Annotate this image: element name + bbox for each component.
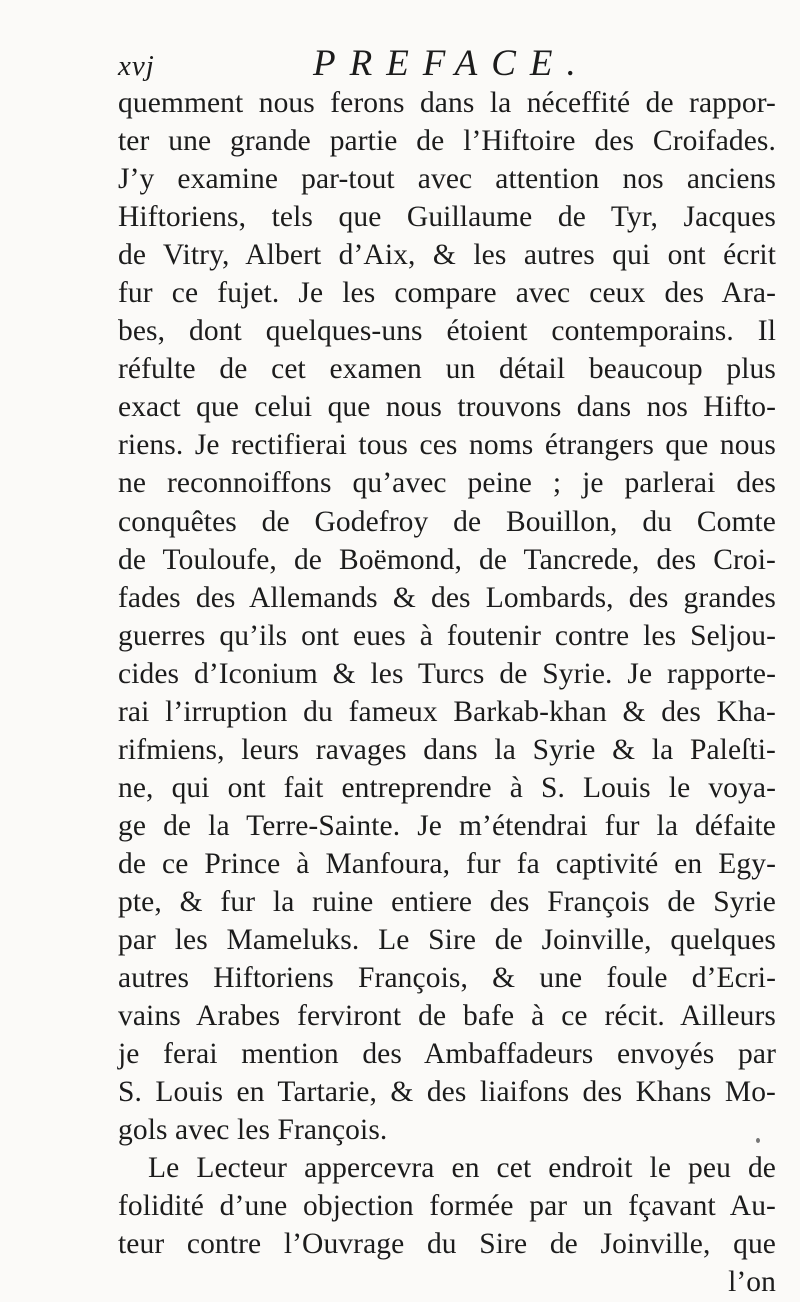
text-line: ter une grande partie de l’Hiftoire des Croifades. xyxy=(118,125,776,158)
text-line: Hiftoriens, tels que Guillaume de Tyr, Jacques xyxy=(118,201,776,234)
text-line: autres Hiftoriens François, & une foule d’Ecri- xyxy=(118,962,776,995)
text-line: rifmiens, leurs ravages dans la Syrie & la Paleſti- xyxy=(118,733,776,766)
ink-speck xyxy=(756,1138,760,1143)
text-line: rai l’irruption du fameux Barkab-khan & des Kha- xyxy=(118,695,776,728)
text-line: riens. Je rectifierai tous ces noms étrangers que nous xyxy=(118,429,776,462)
text-line: je ferai mention des Ambaffadeurs envoyés par xyxy=(118,1038,776,1071)
text-line: Le Lecteur appercevra en cet endroit le peu de xyxy=(148,1152,776,1185)
text-line: pte, & fur la ruine entiere des François de Syrie xyxy=(118,885,776,918)
text-line: par les Mameluks. Le Sire de Joinville, quelques xyxy=(118,924,776,957)
text-line: S. Louis en Tartarie, & des liaifons des Khans Mo- xyxy=(118,1076,776,1109)
text-line: guerres qu’ils ont eues à foutenir contre les Seljou- xyxy=(118,619,776,652)
page-number: xvj xyxy=(118,50,155,82)
text-line: conquêtes de Godefroy de Bouillon, du Comte xyxy=(118,505,776,538)
text-line: bes, dont quelques-uns étoient contemporains. Il xyxy=(118,315,776,348)
text-line: J’y examine par-tout avec attention nos anciens xyxy=(118,163,776,196)
text-line: quemment nous ferons dans la néceffité de rappor- xyxy=(118,87,776,119)
text-line: fades des Allemands & des Lombards, des grandes xyxy=(118,581,776,614)
text-line: ne reconnoiffons qu’avec peine ; je parlerai des xyxy=(118,467,776,500)
text-line: gols avec les François. xyxy=(118,1114,388,1147)
body-text xyxy=(118,84,776,1302)
text-line: de Touloufe, de Boëmond, de Tancrede, des Croi- xyxy=(118,543,776,576)
text-line: réfulte de cet examen un détail beaucoup plus xyxy=(118,353,776,386)
text-line: de Vitry, Albert d’Aix, & les autres qui ont écrit xyxy=(118,239,776,272)
text-line: cides d’Iconium & les Turcs de Syrie. Je rapporte- xyxy=(118,657,776,690)
text-line: de ce Prince à Manfoura, fur fa captivité en Egy- xyxy=(118,847,776,880)
text-line: ne, qui ont fait entreprendre à S. Louis le voya- xyxy=(118,771,776,804)
text-line: vains Arabes ferviront de bafe à ce récit. Ailleurs xyxy=(118,1000,776,1033)
catchword: l’on xyxy=(728,1266,776,1299)
running-title: PREFACE. xyxy=(313,43,590,84)
text-line: fur ce fujet. Je les compare avec ceux des Ara- xyxy=(118,277,776,310)
text-line: folidité d’une objection formée par un fçavant Au- xyxy=(118,1190,776,1223)
text-line: ge de la Terre-Sainte. Je m’étendrai fur la défaite xyxy=(118,809,776,842)
text-line: exact que celui que nous trouvons dans nos Hifto- xyxy=(118,391,776,424)
text-line: teur contre l’Ouvrage du Sire de Joinville, que xyxy=(118,1228,776,1261)
page-header xyxy=(118,40,758,84)
